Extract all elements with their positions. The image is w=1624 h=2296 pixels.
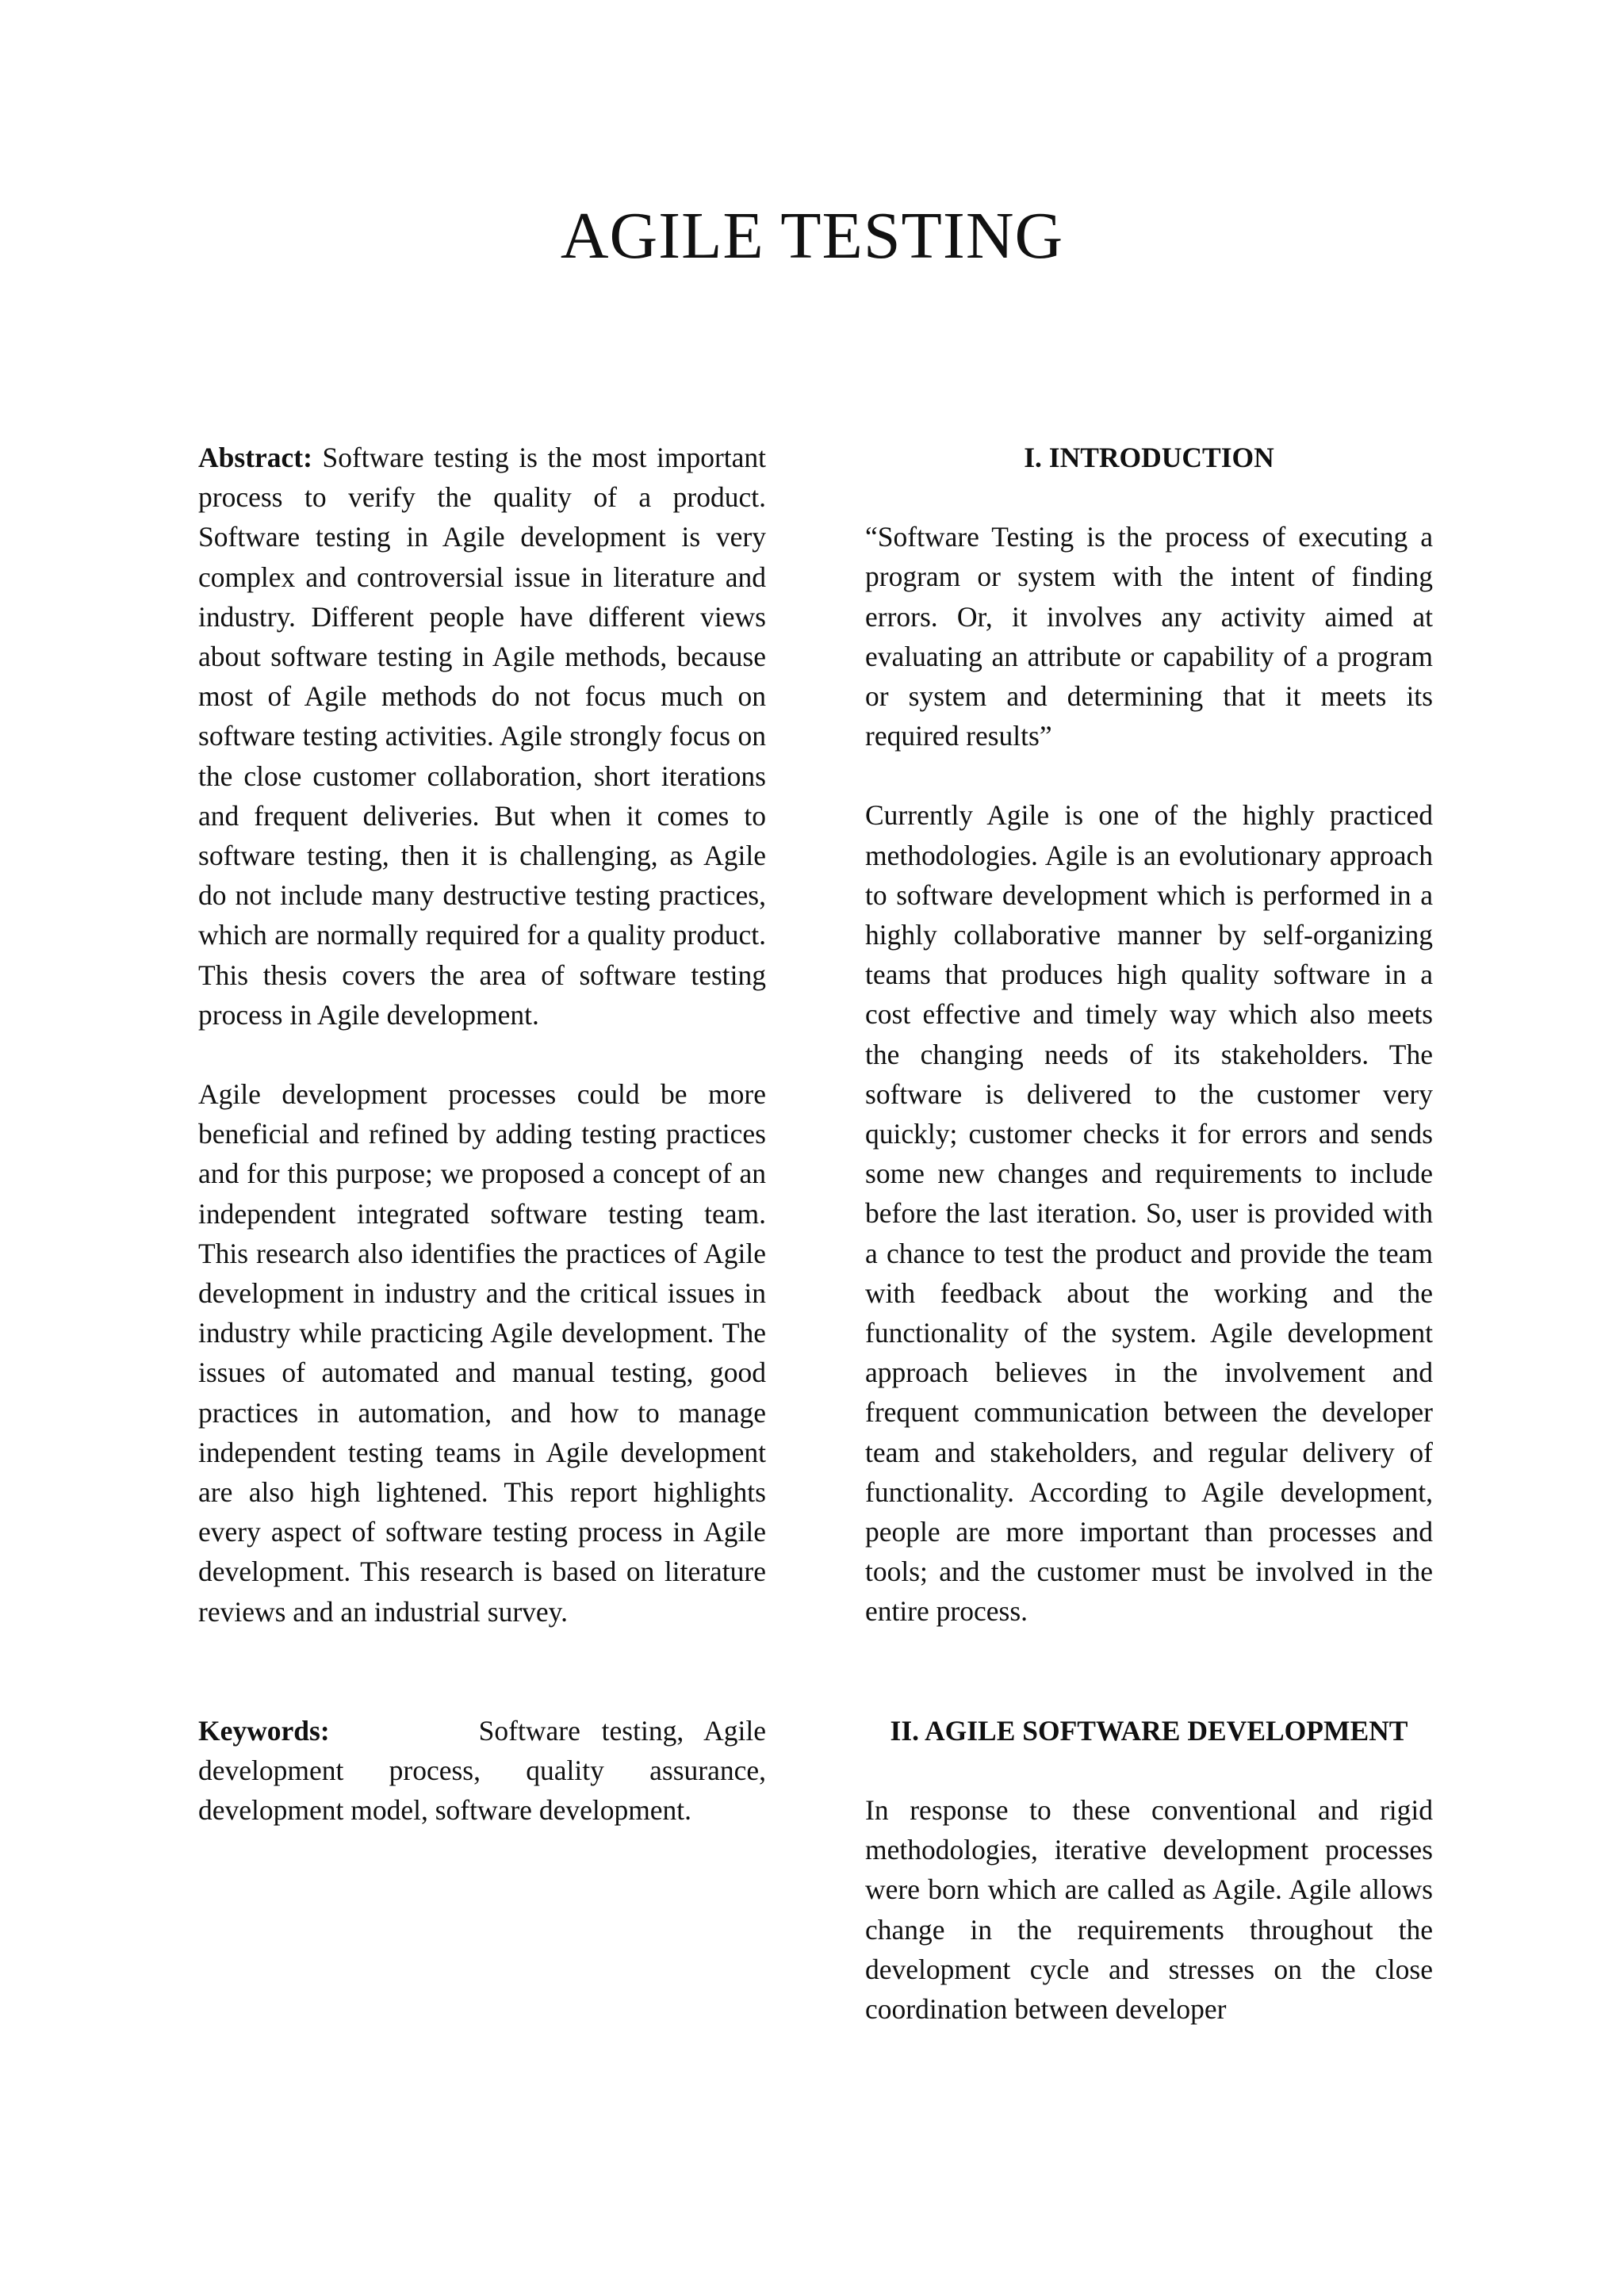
page-title: AGILE TESTING: [560, 199, 1064, 273]
abstract-paragraph: [198, 438, 766, 1035]
section2-paragraph-1: In response to these conventional and rigid methodologies, iterative development processes were born which are called as Agile. Agile allows change in the requirements throughout the development cycle and stresses on the close coordination between developer: [865, 1793, 1433, 2025]
introduction-heading: I. INTRODUCTION: [1024, 442, 1274, 473]
introduction-paragraph-1: “Software Testing is the process of executing a program or system with the intent of finding errors. Or, it involves any activity aimed at evaluating an attribute or capability of a program or system and determining that it meets its required results”: [865, 521, 1433, 752]
keywords-text: Software testing, Agile development process, quality assurance, development model, software development.: [198, 1714, 766, 1827]
section2-heading: II. AGILE SOFTWARE DEVELOPMENT: [890, 1714, 1408, 1747]
abstract-label: Abstract:: [198, 442, 312, 473]
keywords-label: Keywords:: [198, 1714, 330, 1747]
keywords-paragraph: [198, 1711, 766, 1831]
right-column: [865, 438, 1433, 2029]
abstract-paragraph-2: Agile development processes could be more beneficial and refined by adding testing practices and for this purpose; we proposed a concept of an independent integrated software testing team. This research also identifies the practices of Agile development in industry and the critical issues in industry while practicing Agile development. The issues of automated and manual testing, good practices in automation, and how to manage independent testing teams in Agile development are also high lightened. This report highlights every aspect of software testing process in Agile development. This research is based on literature reviews and an industrial survey.: [198, 1078, 766, 1628]
introduction-paragraph-2: Currently Agile is one of the highly practiced methodologies. Agile is an evolutionary approach to software development which is performed in a highly collaborative manner by self-organizing teams that produces high quality software in a cost effective and timely way which also meets the changing needs of its stakeholders. The software is delivered to the customer very quickly; customer checks it for errors and sends some new changes and requirements to include before the last iteration. So, user is provided with a chance to test the product and provide the team with feedback about the working and the functionality of the system. Agile development approach believes in the involvement and frequent communication between the developer team and stakeholders, and regular delivery of functionality. According to Agile development, people are more important than processes and tools; and the customer must be involved in the entire process.: [865, 799, 1433, 1628]
left-column: [198, 438, 766, 1831]
abstract-text: Software testing is the most important process to verify the quality of a product. Software testing in Agile development is very complex and controversial issue in literature and industry. Different people have different views about software testing in Agile methods, because most of Agile methods do not focus much on software testing activities. Agile strongly focus on the close customer collaboration, short iterations and frequent deliveries. But when it comes to software testing, then it is challenging, as Agile do not include many destructive testing practices, which are normally required for a quality product. This thesis covers the area of software testing process in Agile development.: [198, 442, 767, 1031]
